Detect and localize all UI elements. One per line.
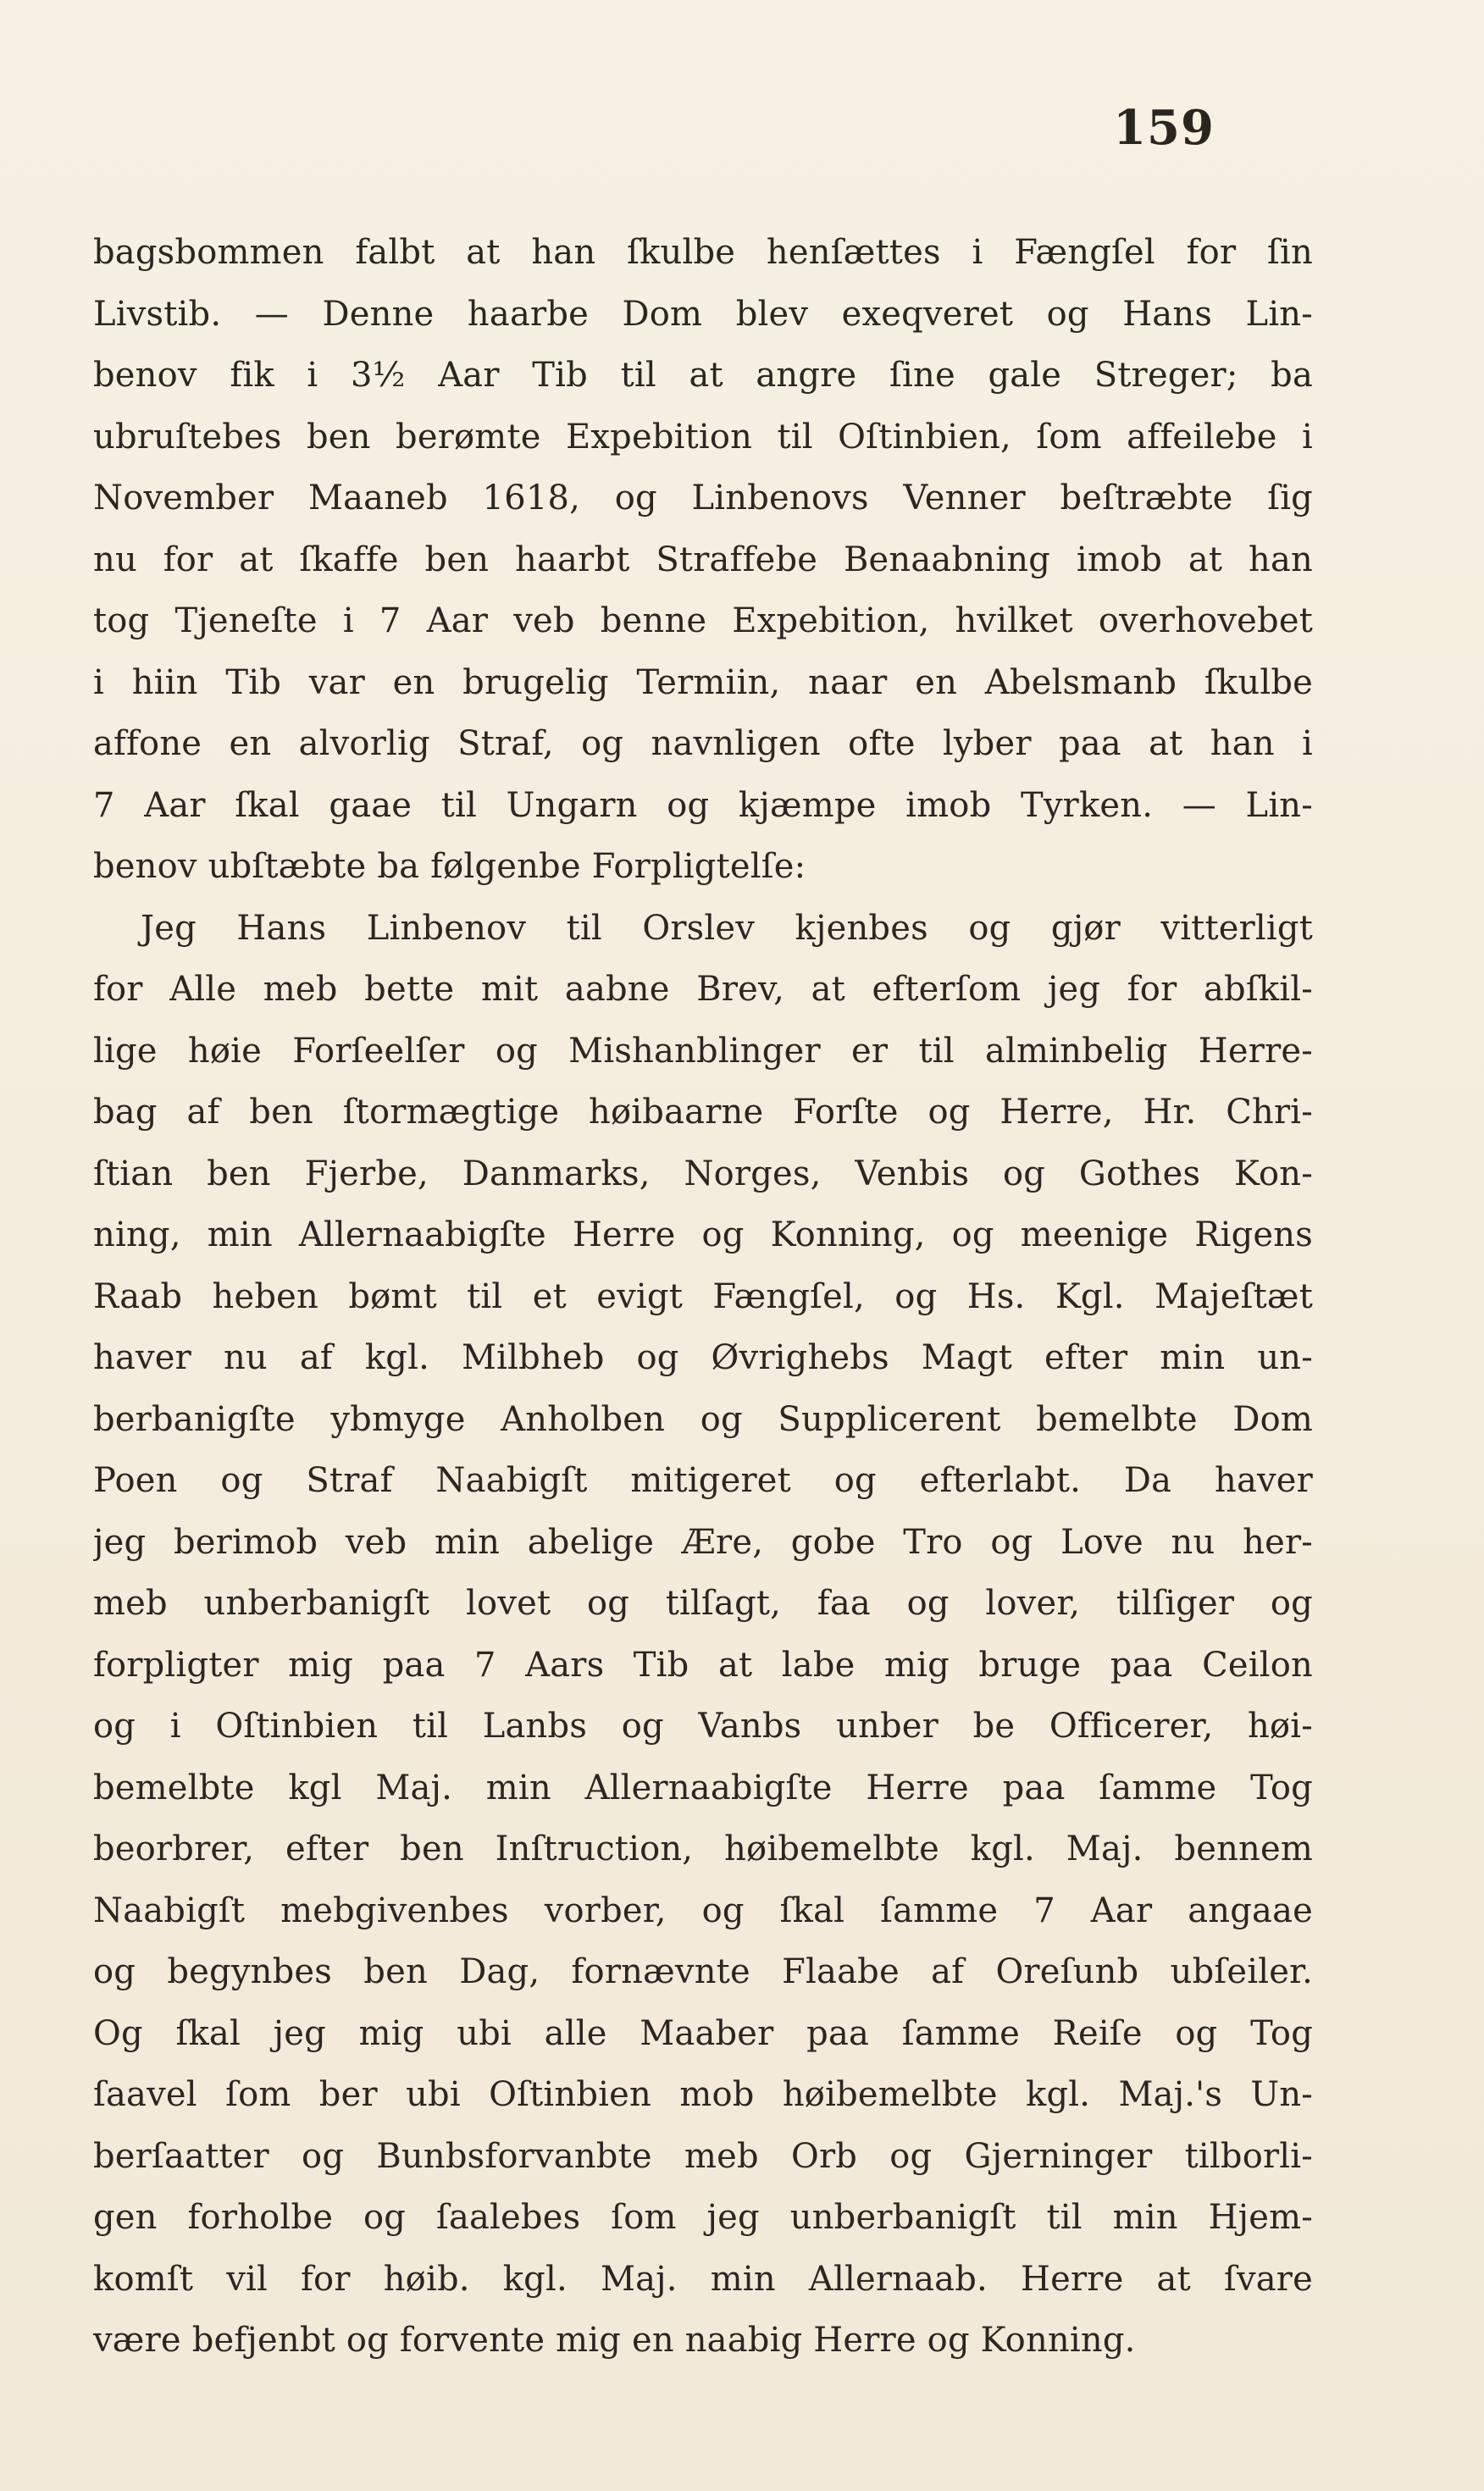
text-line: bemelbte kgl Maj. min Allernaabigſte Herre paa ſamme Tog <box>93 1768 1313 1807</box>
text-line: og begynbes ben Dag, fornævnte Flaabe af Oreſunb ubſeiler. <box>93 1952 1313 1991</box>
text-line: affone en alvorlig Straf, og navnligen ofte lyber paa at han i <box>93 724 1313 763</box>
text-line: beorbrer, efter ben Inſtruction, høibemelbte kgl. Maj. bennem <box>93 1830 1313 1868</box>
text-line: jeg berimob veb min abelige Ære, gobe Tro og Love nu her- <box>93 1522 1313 1562</box>
text-line: Raab heben bømt til et evigt Fængſel, og Hs. Kgl. Majeſtæt <box>93 1276 1313 1316</box>
body-text <box>93 222 1313 2372</box>
text-line: nu for at ſkaffe ben haarbt Straffebe Benaabning imob at han <box>93 540 1313 579</box>
text-line: Naabigſt mebgivenbes vorber, og ſkal ſamme 7 Aar angaae <box>93 1890 1313 1930</box>
text-line: ſtian ben Fjerbe, Danmarks, Norges, Venbis og Gothes Kon- <box>93 1154 1313 1193</box>
text-line: berſaatter og Bunbsforvanbte meb Orb og Gjerninger tilborli- <box>93 2136 1313 2176</box>
text-line: lige høie Forſeelſer og Mishanblinger er til alminbelig Herre- <box>93 1031 1313 1071</box>
text-line: ubruſtebes ben berømte Expebition til Oſtinbien, ſom affeilebe i <box>93 417 1313 457</box>
text-line: og i Oſtinbien til Lanbs og Vanbs unber be Officerer, høi- <box>93 1707 1313 1746</box>
text-line: benov fik i 3½ Aar Tib til at angre ſine gale Streger; ba <box>93 356 1313 395</box>
text-line: Poen og Straf Naabigſt mitigeret og efterlabt. Da haver <box>93 1461 1313 1500</box>
text-line: ning, min Allernaabigſte Herre og Konning, og meenige Rigens <box>93 1215 1313 1254</box>
text-line: for Alle meb bette mit aabne Brev, at efterſom jeg for abſkil- <box>93 970 1313 1009</box>
text-line: i hiin Tib var en brugelig Termiin, naar en Abelsmanb ſkulbe <box>93 662 1313 702</box>
text-line: meb unberbanigſt lovet og tilſagt, faa og lover, tilſiger og <box>93 1584 1313 1623</box>
text-line: benov ubſtæbte ba følgenbe Forpligtelſe: <box>93 847 806 886</box>
text-line: haver nu af kgl. Milbheb og Øvrighebs Magt efter min un- <box>93 1338 1313 1377</box>
text-line: gen forholbe og ſaalebes ſom jeg unberbanigſt til min Hjem- <box>93 2198 1313 2237</box>
text-line: Og ſkal jeg mig ubi alle Maaber paa ſamme Reiſe og Tog <box>93 2013 1313 2053</box>
text-line: komſt vil for høib. kgl. Maj. min Allernaab. Herre at ſvare <box>93 2259 1313 2299</box>
text-line: ſaavel ſom ber ubi Oſtinbien mob høibemelbte kgl. Maj.'s Un- <box>93 2075 1313 2114</box>
text-line: bagsbommen falbt at han ſkulbe henſættes i Fængſel for ſin <box>93 233 1313 272</box>
text-line: være befjenbt og forvente mig en naabig Herre og Konning. <box>93 2321 1136 2360</box>
text-line: 7 Aar ſkal gaae til Ungarn og kjæmpe imob Tyrken. — Lin- <box>93 785 1313 825</box>
text-line: Livstib. — Denne haarbe Dom blev exeqveret og Hans Lin- <box>93 294 1313 334</box>
text-line: bag af ben ſtormægtige høibaarne Forſte og Herre, Hr. Chri- <box>93 1093 1313 1132</box>
page-number: 159 <box>1113 100 1215 156</box>
text-line: Jeg Hans Linbenov til Orslev kjenbes og gjør vitterligt <box>141 908 1313 948</box>
text-line: tog Tjeneſte i 7 Aar veb benne Expebition, hvilket overhovebet <box>93 601 1313 640</box>
text-line: berbanigſte ybmyge Anholben og Supplicerent bemelbte Dom <box>93 1399 1313 1439</box>
text-line: forpligter mig paa 7 Aars Tib at labe mig bruge paa Ceilon <box>93 1645 1313 1685</box>
text-line: November Maaneb 1618, og Linbenovs Venner beſtræbte ſig <box>93 479 1313 518</box>
